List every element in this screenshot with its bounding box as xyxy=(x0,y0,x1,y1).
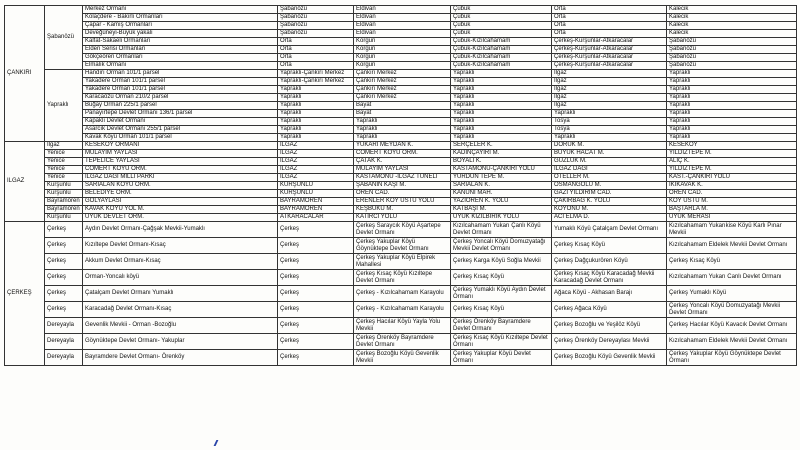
table-cell: Asarcık Devlet Ormanı 255/1 parsel xyxy=(83,126,278,134)
table-cell: Kapaklı Devlet Ormanı xyxy=(83,118,278,126)
page-scan-mark xyxy=(214,440,223,446)
table-row xyxy=(5,86,797,94)
table-cell: Orta xyxy=(552,30,667,38)
table-cell: Çankırı Merkez xyxy=(354,78,451,86)
table-cell: Çatalçam Devlet Ormanı Yumaklı xyxy=(83,286,278,302)
table-cell: Kalfat-Sakaeli Ormanları xyxy=(83,38,278,46)
table-cell: Elmalık Ormanı xyxy=(83,62,278,70)
table-cell: Çerkeş Yumaklı Köyü xyxy=(667,286,797,302)
table-cell: KESEKÖY ORMANI xyxy=(83,142,278,150)
table-cell: KATIRCI YOLU xyxy=(354,214,451,222)
table-cell: Yapraklı xyxy=(451,134,552,142)
table-cell: Kalecik xyxy=(667,30,797,38)
table-row xyxy=(5,94,797,102)
table-cell: Çerkeş xyxy=(278,350,354,366)
table-row xyxy=(5,46,797,54)
table-cell: Şabanözü xyxy=(278,30,354,38)
table-cell: Korgun xyxy=(354,38,451,46)
table-row xyxy=(5,214,797,222)
table-cell: Yapraklı xyxy=(667,134,797,142)
table-cell: ATKARACALAR xyxy=(278,214,354,222)
table-cell: Çerkeş Yoncalı Köyü Domuzyatağı Mevkii Devlet Ormanı xyxy=(451,238,552,254)
table-cell: Çerkeş Kısaç Köyü xyxy=(451,270,552,286)
table-cell: ILGAZ xyxy=(278,166,354,174)
table-cell: CÖMERT KÖYÜ ORM. xyxy=(354,150,451,158)
table-cell: Orta xyxy=(278,62,354,70)
table-cell: Şabanözü xyxy=(278,22,354,30)
table-cell: Orta xyxy=(278,38,354,46)
district-cell: Kurşunlu xyxy=(45,190,83,198)
table-cell: Çerkeş-Kurşunlar-Atkaracalar xyxy=(552,62,667,70)
table-cell: Şabanözü xyxy=(667,38,797,46)
group-label: Yapraklı xyxy=(45,70,83,142)
table-cell: Çerkeş Bozoğlu ve Yeşilöz Köyü xyxy=(552,318,667,334)
table-cell: Çubuk xyxy=(451,22,552,30)
table-cell: Çapar - Kamış Ormanları xyxy=(83,22,278,30)
table-cell: Çubuk-Kızılcahamam xyxy=(451,46,552,54)
table-cell: Yapraklı xyxy=(354,118,451,126)
table-row xyxy=(5,206,797,214)
table-cell: Yapraklı xyxy=(451,86,552,94)
table-cell: KÖY ÜSTÜ M. xyxy=(667,198,797,206)
table-cell: Çerkeş Kısaç Köyü xyxy=(552,238,667,254)
table-cell: Çerkeş - Kızılcahamam Karayolu xyxy=(354,286,451,302)
table-cell: Yapraklı xyxy=(451,126,552,134)
table-cell: Çerkeş xyxy=(278,302,354,318)
table-cell: Çankırı Merkez xyxy=(354,94,451,102)
table-cell: Çubuk xyxy=(451,14,552,22)
table-cell: GÜZLÜK M. xyxy=(552,158,667,166)
table-cell: ÇATAK K. xyxy=(354,158,451,166)
district-cell: Ilgaz xyxy=(45,142,83,150)
table-cell: Yakadere Orman 101/1 parsel xyxy=(83,86,278,94)
table-cell: Çerkeş - Kızılcahamam Karayolu xyxy=(354,302,451,318)
table-cell: Yapraklı xyxy=(451,78,552,86)
table-cell: BELEDİYE ORM. xyxy=(83,190,278,198)
table-cell: KASTAMONU-ÇANKIRI YOLU xyxy=(451,166,552,174)
table-cell: BAYRAMÖREN xyxy=(278,198,354,206)
route-table xyxy=(4,5,797,366)
table-cell: Yapraklı xyxy=(667,78,797,86)
table-cell: Orman-Yoncalı köyü xyxy=(83,270,278,286)
table-cell: KADINÇAYIRI M. xyxy=(451,150,552,158)
table-cell: Çankırı Merkez xyxy=(354,86,451,94)
table-cell: KESEKÖY xyxy=(667,142,797,150)
table-cell: GAZİ YILDIRIM CAD. xyxy=(552,190,667,198)
table-cell: Yapraklı xyxy=(278,126,354,134)
table-row xyxy=(5,350,797,366)
table-cell: Çankırı Merkez xyxy=(354,70,451,78)
table-cell: YILDIZTEPE M. xyxy=(667,150,797,158)
table-cell: Çerkeş Örenköy Bayramdere Devlet Ormanı xyxy=(451,318,552,334)
table-cell: OTELLER M. xyxy=(552,174,667,182)
table-cell: BÜYÜK HACAT M. xyxy=(552,150,667,158)
table-cell: Yapraklı xyxy=(451,102,552,110)
table-cell: ILGAZ DAĞI xyxy=(552,166,667,174)
table-cell: Yapraklı xyxy=(278,94,354,102)
table-cell: Çerkeş Kısaç Köyü Karacadağ Mevkii Karacadağ Devlet Ormanı xyxy=(552,270,667,286)
group-label: Şabanözü xyxy=(45,6,83,70)
table-cell: Yapraklı xyxy=(552,134,667,142)
district-cell: Yenice xyxy=(45,158,83,166)
table-cell: Çerkeş Yakuplar Köyü Göynüktepe Devlet Ormanı xyxy=(667,350,797,366)
table-cell: Yapraklı xyxy=(451,118,552,126)
table-row xyxy=(5,70,797,78)
table-cell: KAST.-ÇANKIRI YOLU xyxy=(667,174,797,182)
table-row xyxy=(5,22,797,30)
table-cell: Aydın Devlet Ormanı-Çağşak Mevkii-Yumaklı xyxy=(83,222,278,238)
table-cell: Karacaözü Orman 210/2 parsel xyxy=(83,94,278,102)
table-cell: Çerkeş Kısaç Köyü xyxy=(667,254,797,270)
table-row xyxy=(5,318,797,334)
table-cell: Çerkeş-Kurşunlar-Atkaracalar xyxy=(552,46,667,54)
table-cell: SARIALAN K. xyxy=(451,182,552,190)
table-cell: Çubuk-Kızılcahamam xyxy=(451,38,552,46)
table-row xyxy=(5,302,797,318)
table-cell: Yapraklı-Çankırı Merkez xyxy=(278,70,354,78)
table-cell: KURŞUNLU xyxy=(278,182,354,190)
table-cell: Çerkeş xyxy=(278,238,354,254)
table-cell: TEPELİCE YAYLASI xyxy=(83,158,278,166)
table-cell: ERENLER KÖY ÜSTÜ YOLU xyxy=(354,198,451,206)
table-row xyxy=(5,134,797,142)
table-cell: Yapraklı xyxy=(667,94,797,102)
table-cell: KANUNİ MAH. xyxy=(451,190,552,198)
table-cell: Ilgaz xyxy=(552,78,667,86)
table-cell: Çubuk xyxy=(451,30,552,38)
table-cell: Yapraklı xyxy=(667,126,797,134)
district-cell: Çerkeş xyxy=(45,270,83,286)
table-cell: Bayat xyxy=(354,102,451,110)
table-cell: Çerkeş Bozoğlu Köyü Gevenlik Mevkii xyxy=(552,350,667,366)
district-cell: Dereyayla xyxy=(45,334,83,350)
table-cell: Kalecik xyxy=(667,22,797,30)
table-cell: ÜYÜK KIZILBİRİK YOLU xyxy=(451,214,552,222)
table-cell: Yapraklı-Çankırı Merkez xyxy=(278,78,354,86)
table-cell: Çerkeş Hacılar Köyü Kavacık Devlet Ormanı xyxy=(667,318,797,334)
table-cell: Gevenlik Mevkii - Orman -Bozoğlu xyxy=(83,318,278,334)
table-cell: Eldivan xyxy=(354,22,451,30)
table-cell: Çerkeş Bozoğlu Köyü Gevenlik Mevkii xyxy=(354,350,451,366)
table-cell: ILGAZ DAĞI MİLLİ PARKI xyxy=(83,174,278,182)
table-row xyxy=(5,190,797,198)
table-cell: Çerkeş Kısaç Köyü Kızıltepe Devlet Ormanı xyxy=(354,270,451,286)
table-cell: Bayat xyxy=(354,110,451,118)
table-cell: OSMANGÖLÜ M. xyxy=(552,182,667,190)
table-cell: Eldivan xyxy=(354,30,451,38)
table-row xyxy=(5,174,797,182)
table-cell: KAVAK KÖYÜ YOL M. xyxy=(83,206,278,214)
table-cell: KATBAŞI M. xyxy=(451,206,552,214)
table-cell: Çerkeş Yumaklı Köyü Aydın Devlet Ormanı xyxy=(451,286,552,302)
table-cell: Gökçeören Ormanları xyxy=(83,54,278,62)
table-cell: Buğay Orman 225/1 parsel xyxy=(83,102,278,110)
table-cell: Korgun xyxy=(354,54,451,62)
table-cell: Çerkeş Karga Köyü Soğla Mevkii xyxy=(451,254,552,270)
table-cell: KEŞBÜKÜ M. xyxy=(354,206,451,214)
table-row xyxy=(5,334,797,350)
table-cell: KURŞUNLU xyxy=(278,190,354,198)
table-cell: Kızıltepe Devlet Ormanı-Kısaç xyxy=(83,238,278,254)
table-cell: Kızılcahamam Eldelek Mevkii Devlet Ormanı xyxy=(667,334,797,350)
table-row xyxy=(5,142,797,150)
table-cell: Ilgaz xyxy=(552,86,667,94)
table-cell: ÖREN CAD. xyxy=(667,190,797,198)
table-cell: Akkum Devlet Ormanı-Kısaç xyxy=(83,254,278,270)
table-cell: Çerkeş xyxy=(278,270,354,286)
route-table-body xyxy=(5,6,797,366)
table-cell: Yumaklı Köyü Çatalçam Devlet Ormanı xyxy=(552,222,667,238)
table-row xyxy=(5,102,797,110)
table-row xyxy=(5,62,797,70)
table-cell: Yapraklı xyxy=(278,134,354,142)
table-cell: Kolaçdere - Bakırlı Ormanları xyxy=(83,14,278,22)
table-cell: ALIÇ K. xyxy=(667,158,797,166)
table-cell: Çerkeş xyxy=(278,334,354,350)
table-cell: Çerkeş xyxy=(278,286,354,302)
table-cell: KÖYÖNÜ M. xyxy=(552,206,667,214)
table-cell: Orta xyxy=(278,54,354,62)
table-cell: ILGAZ xyxy=(278,142,354,150)
table-cell: YURDUN TEPE M. xyxy=(451,174,552,182)
table-cell: Çerkeş-Kurşunlar-Atkaracalar xyxy=(552,38,667,46)
table-cell: Yapraklı xyxy=(451,70,552,78)
table-row xyxy=(5,6,797,14)
table-cell: YAZIÖREN K. YOLU xyxy=(451,198,552,206)
table-cell: Yapraklı xyxy=(354,134,451,142)
table-cell: Bayramdere Devlet Ormanı- Örenköy xyxy=(83,350,278,366)
table-cell: Orta xyxy=(278,46,354,54)
table-cell: YILDIZTEPE M. xyxy=(667,166,797,174)
table-row xyxy=(5,150,797,158)
table-cell: KASTAMONU -ILGAZ TÜNELİ xyxy=(354,174,451,182)
table-cell: Çerkeş Kısaç Köyü Kızıltepe Devlet Ormanı xyxy=(451,334,552,350)
table-cell: Çerkeş Yoncalı Köyü Domuzyatağı Mevkii Devlet Ormanı xyxy=(667,302,797,318)
district-cell: Yenice xyxy=(45,166,83,174)
district-cell: Dereyayla xyxy=(45,350,83,366)
table-cell: Şabanözü xyxy=(278,6,354,14)
table-cell: Şabanözü xyxy=(278,14,354,22)
table-cell: Ağaca Köyü - Akhasan Barajı xyxy=(552,286,667,302)
table-cell: Şabanözü xyxy=(667,46,797,54)
table-row xyxy=(5,286,797,302)
table-cell: Handırı Orman 101/1 parsel xyxy=(83,70,278,78)
table-row xyxy=(5,38,797,46)
table-cell: CÖMERT KÖYÜ ORM. xyxy=(83,166,278,174)
table-row xyxy=(5,118,797,126)
table-cell: Çubuk-Kızılcahamam xyxy=(451,54,552,62)
table-cell: Çerkeş xyxy=(278,254,354,270)
district-cell: Çerkeş xyxy=(45,238,83,254)
table-cell: BAYRAMÖREN xyxy=(278,206,354,214)
table-cell: Kızılcahamam Yukarı Çanlı Köyü Devlet Ormanı xyxy=(451,222,552,238)
table-cell: ÜYÜK MERASI xyxy=(667,214,797,222)
district-cell: Yenice xyxy=(45,150,83,158)
table-cell: Çerkeş Yakuplar Köyü Göynüktepe Devlet Ormanı xyxy=(354,238,451,254)
table-cell: Kalecik xyxy=(667,14,797,22)
table-cell: MÜLAYİM YAYLASI xyxy=(354,166,451,174)
table-cell: GÖLYAYLASI xyxy=(83,198,278,206)
table-cell: ÖREN CAD. xyxy=(354,190,451,198)
table-cell: Yapraklı xyxy=(667,110,797,118)
table-row xyxy=(5,198,797,206)
table-cell: Çerkeş Dağçukurören Köyü xyxy=(552,254,667,270)
table-cell: ŞABANIN KAŞI M. xyxy=(354,182,451,190)
table-cell: SERÇELER K. xyxy=(451,142,552,150)
table-cell: Çerkeş Yakuplar Köyü Elpirek Mahallesi xyxy=(354,254,451,270)
district-cell: Çerkeş xyxy=(45,302,83,318)
district-cell: Bayramören xyxy=(45,198,83,206)
table-cell: BOYALI K. xyxy=(451,158,552,166)
table-cell: Kızılcahamam Eldelek Mevkii Devlet Ormanı xyxy=(667,238,797,254)
table-cell: Kalecik xyxy=(667,6,797,14)
table-row xyxy=(5,222,797,238)
table-row xyxy=(5,30,797,38)
table-cell: YUKARI MEYDAN K. xyxy=(354,142,451,150)
table-cell: ILGAZ xyxy=(278,158,354,166)
table-cell: Çerkeş xyxy=(278,318,354,334)
table-cell: Çerkeş Ağaca Köyü xyxy=(552,302,667,318)
table-cell: Yapraklı xyxy=(667,70,797,78)
table-cell: Çerkeş Kısaç Köyü xyxy=(451,302,552,318)
table-cell: Eldivan xyxy=(354,6,451,14)
table-cell: Çerkeş Örenköy Bayramdere Devlet Ormanı xyxy=(354,334,451,350)
table-cell: ÜYÜK DEVLET ORM. xyxy=(83,214,278,222)
table-cell: Kızılcahamam Yukarıkise Köyü Karlı Pınar Mevkii xyxy=(667,222,797,238)
district-cell: Çerkeş xyxy=(45,254,83,270)
table-row xyxy=(5,126,797,134)
table-cell: ÇAKIRBAĞ K. YOLU xyxy=(552,198,667,206)
table-cell: Eldivan xyxy=(354,14,451,22)
table-cell: Tosya xyxy=(552,126,667,134)
table-cell: Orta xyxy=(552,22,667,30)
table-row xyxy=(5,158,797,166)
table-cell: Yapraklı xyxy=(552,110,667,118)
table-cell: Yapraklı xyxy=(451,94,552,102)
table-cell: Yapraklı xyxy=(278,86,354,94)
table-cell: Yapraklı xyxy=(451,110,552,118)
table-row xyxy=(5,270,797,286)
table-cell: Karacadağ Devlet Ormanı-Kısaç xyxy=(83,302,278,318)
table-cell: Göynüktepe Devlet Ormanı- Yakuplar xyxy=(83,334,278,350)
table-row xyxy=(5,54,797,62)
table-row xyxy=(5,110,797,118)
table-cell: Korgun xyxy=(354,46,451,54)
table-cell: ILGAZ xyxy=(278,174,354,182)
table-cell: Çerkeş Örenköy Dereyaylası Mevkii xyxy=(552,334,667,350)
table-cell: Yapraklı xyxy=(278,110,354,118)
table-cell: Çerkeş Yakuplar Köyü Devlet Ormanı xyxy=(451,350,552,366)
table-cell: Elden Serisi Ormanları xyxy=(83,46,278,54)
region-label: ILGAZ xyxy=(5,142,45,222)
district-cell: Dereyayla xyxy=(45,318,83,334)
table-row xyxy=(5,254,797,270)
table-cell: Çerkeş Saraycık Köyü Aşartepe Devlet Ormanı xyxy=(354,222,451,238)
table-cell: Çerkeş Hacılar Köyü Yayla Yolu Mevkii xyxy=(354,318,451,334)
table-cell: Şabanözü xyxy=(667,62,797,70)
region-label: ÇANKIRI xyxy=(5,6,45,142)
region-label: ÇERKEŞ xyxy=(5,222,45,366)
table-cell: MÜLAYİM YAYLASI xyxy=(83,150,278,158)
table-cell: Ilgaz xyxy=(552,70,667,78)
table-cell: Yapraklı xyxy=(667,102,797,110)
table-cell: Çerkeş-Kurşunlar-Atkaracalar xyxy=(552,54,667,62)
table-cell: Çerkeş xyxy=(278,222,354,238)
table-cell: Çubuk xyxy=(451,6,552,14)
table-cell: Yapraklı xyxy=(278,102,354,110)
table-cell: Kavak Köyü Orman 101/1 parsel xyxy=(83,134,278,142)
table-cell: Ilgaz xyxy=(552,94,667,102)
district-cell: Çerkeş xyxy=(45,286,83,302)
table-cell: Merkez Ormanı xyxy=(83,6,278,14)
table-cell: Çubuk-Kızılcahamam xyxy=(451,62,552,70)
table-cell: Orta xyxy=(552,6,667,14)
table-cell: Yapraklı xyxy=(354,126,451,134)
table-cell: Yapraklı xyxy=(667,118,797,126)
table-cell: SARIALAN KÖYÜ ORM. xyxy=(83,182,278,190)
table-cell: Yapraklı xyxy=(278,118,354,126)
table-row xyxy=(5,182,797,190)
table-cell: ACI ELMA D. xyxy=(552,214,667,222)
district-cell: Kurşunlu xyxy=(45,214,83,222)
table-cell: Yakadere Orman 101/1 parsel xyxy=(83,78,278,86)
table-cell: Kızılcahamam Yukarı Canlı Devlet Ormanı xyxy=(667,270,797,286)
district-cell: Kurşunlu xyxy=(45,182,83,190)
district-cell: Yenice xyxy=(45,174,83,182)
table-cell: Korgun xyxy=(354,62,451,70)
table-cell: Şabanözü xyxy=(667,54,797,62)
district-cell: Bayramören xyxy=(45,206,83,214)
table-cell: Ilgaz xyxy=(552,102,667,110)
table-row xyxy=(5,166,797,174)
table-cell: BAŞTARLA M. xyxy=(667,206,797,214)
table-cell: Tosya xyxy=(552,118,667,126)
table-row xyxy=(5,78,797,86)
table-cell: Orta xyxy=(552,14,667,22)
table-cell: İKİKAVAK K. xyxy=(667,182,797,190)
district-cell: Çerkeş xyxy=(45,222,83,238)
table-cell: Deveğüneyi-Büyük yakalı xyxy=(83,30,278,38)
table-cell: Panayırtepe Devlet Ormanı 136/1 parsel xyxy=(83,110,278,118)
table-cell: DORUK M. xyxy=(552,142,667,150)
table-cell: Yapraklı xyxy=(667,86,797,94)
table-row xyxy=(5,14,797,22)
table-row xyxy=(5,238,797,254)
table-cell: ILGAZ xyxy=(278,150,354,158)
